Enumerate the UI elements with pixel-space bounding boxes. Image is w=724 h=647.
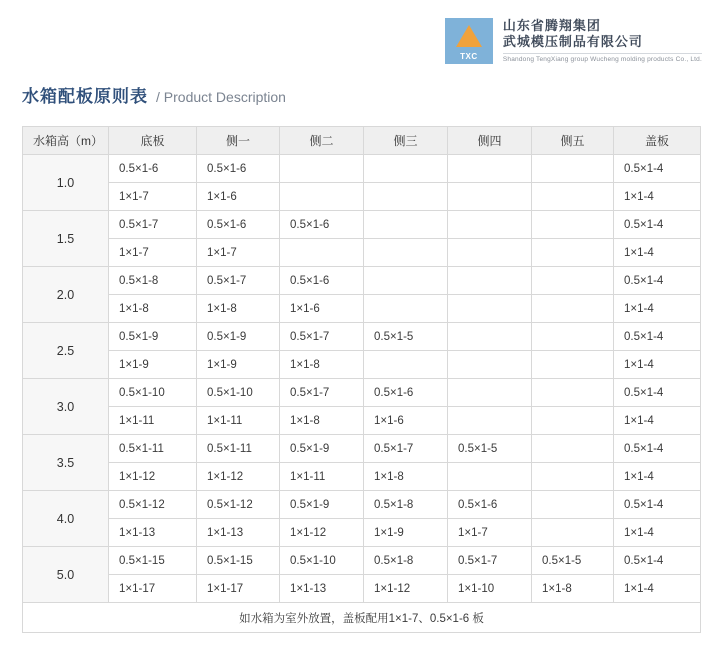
table-footer-note: 如水箱为室外放置，盖板配用1×1-7、0.5×1-6 板 [23, 603, 701, 633]
table-row [23, 295, 701, 323]
table-cell: 1×1-7 [109, 239, 197, 267]
table-cell: 0.5×1-5 [364, 323, 448, 351]
table-cell: 1×1-8 [280, 351, 364, 379]
table-cell: 1×1-4 [614, 407, 701, 435]
table-cell: 1×1-4 [614, 575, 701, 603]
table-cell: 0.5×1-6 [197, 155, 280, 183]
table-cell: 0.5×1-6 [364, 379, 448, 407]
table-header [23, 127, 701, 155]
table-cell: 0.5×1-6 [280, 211, 364, 239]
table-cell: 0.5×1-5 [448, 435, 532, 463]
table-cell: 1×1-9 [197, 351, 280, 379]
table-cell [532, 379, 614, 407]
table-cell: 1×1-11 [280, 463, 364, 491]
table-cell: 1×1-8 [109, 295, 197, 323]
table-cell [364, 239, 448, 267]
table-row [23, 407, 701, 435]
table-cell: 1×1-11 [197, 407, 280, 435]
table-cell: 1×1-4 [614, 463, 701, 491]
table-header-row [23, 127, 701, 155]
table-cell: 1×1-7 [448, 519, 532, 547]
table-cell: 0.5×1-4 [614, 155, 701, 183]
table-cell: 1×1-12 [364, 575, 448, 603]
company-header [445, 18, 702, 64]
table-cell: 1×1-13 [280, 575, 364, 603]
table-cell: 1×1-4 [614, 295, 701, 323]
table-cell [448, 407, 532, 435]
table-cell [448, 183, 532, 211]
table-cell: 1×1-7 [109, 183, 197, 211]
table-cell [448, 295, 532, 323]
table-cell [532, 267, 614, 295]
table-cell [448, 351, 532, 379]
triangle-icon [456, 25, 482, 47]
table-cell: 1×1-12 [109, 463, 197, 491]
table-cell: 1×1-17 [197, 575, 280, 603]
table-cell: 0.5×1-12 [109, 491, 197, 519]
table-cell [532, 435, 614, 463]
table-cell [364, 267, 448, 295]
table-cell: 0.5×1-9 [109, 323, 197, 351]
table-cell [532, 211, 614, 239]
page-title [22, 82, 286, 107]
table-cell: 1×1-13 [109, 519, 197, 547]
table-row [23, 435, 701, 463]
table-column-header: 侧二 [280, 127, 364, 155]
tank-height-cell: 1.0 [23, 155, 109, 211]
table-cell: 1×1-9 [109, 351, 197, 379]
table-cell: 0.5×1-7 [364, 435, 448, 463]
table-cell: 0.5×1-4 [614, 435, 701, 463]
table-cell: 1×1-10 [448, 575, 532, 603]
table-cell: 1×1-4 [614, 519, 701, 547]
table-cell: 1×1-4 [614, 183, 701, 211]
table-column-header: 侧四 [448, 127, 532, 155]
table-column-header: 侧五 [532, 127, 614, 155]
table-cell: 0.5×1-8 [109, 267, 197, 295]
table-cell [532, 519, 614, 547]
table-cell: 0.5×1-4 [614, 267, 701, 295]
table-cell: 0.5×1-9 [280, 435, 364, 463]
table-cell: 0.5×1-15 [197, 547, 280, 575]
table-cell: 0.5×1-4 [614, 491, 701, 519]
table-cell [532, 351, 614, 379]
table-cell [364, 295, 448, 323]
table-cell: 0.5×1-10 [197, 379, 280, 407]
logo-text: TXC [460, 52, 478, 61]
company-name-en: Shandong TengXiang group Wucheng molding products Co., Ltd. [503, 53, 702, 64]
table-cell: 1×1-13 [197, 519, 280, 547]
table-row [23, 491, 701, 519]
table-cell [364, 351, 448, 379]
table-column-header: 底板 [109, 127, 197, 155]
tank-height-cell: 4.0 [23, 491, 109, 547]
table-cell [532, 407, 614, 435]
company-name-block [503, 18, 702, 64]
table-cell [280, 155, 364, 183]
page-title-en: / Product Description [156, 89, 286, 105]
table-row [23, 267, 701, 295]
table-cell: 1×1-4 [614, 351, 701, 379]
table-cell: 0.5×1-8 [364, 547, 448, 575]
table-row [23, 323, 701, 351]
table-cell: 1×1-8 [197, 295, 280, 323]
table-cell [532, 463, 614, 491]
table-cell [532, 239, 614, 267]
page-title-cn: 水箱配板原则表 [22, 87, 148, 106]
table-cell [532, 491, 614, 519]
table-cell: 0.5×1-6 [197, 211, 280, 239]
table-cell: 0.5×1-6 [448, 491, 532, 519]
table-row [23, 379, 701, 407]
table-row [23, 351, 701, 379]
table-cell: 1×1-6 [364, 407, 448, 435]
table-cell: 1×1-12 [280, 519, 364, 547]
table-cell [448, 239, 532, 267]
company-name-cn-line2: 武城模压制品有限公司 [502, 34, 643, 50]
table-cell [448, 463, 532, 491]
table-cell: 0.5×1-8 [364, 491, 448, 519]
table-cell: 0.5×1-11 [197, 435, 280, 463]
table-cell: 1×1-7 [197, 239, 280, 267]
table-column-header: 侧一 [197, 127, 280, 155]
table-cell [532, 183, 614, 211]
table-row [23, 575, 701, 603]
table-cell [280, 239, 364, 267]
table-cell: 1×1-6 [280, 295, 364, 323]
tank-height-cell: 3.0 [23, 379, 109, 435]
table-cell: 0.5×1-15 [109, 547, 197, 575]
product-description-table-wrap [22, 126, 700, 633]
table-cell: 0.5×1-7 [280, 379, 364, 407]
table-cell: 0.5×1-7 [448, 547, 532, 575]
table-cell: 0.5×1-10 [109, 379, 197, 407]
table-row [23, 519, 701, 547]
company-logo [445, 18, 493, 64]
table-cell: 0.5×1-4 [614, 323, 701, 351]
table-cell: 0.5×1-7 [280, 323, 364, 351]
table-cell [448, 267, 532, 295]
table-body [23, 155, 701, 633]
table-cell: 1×1-4 [614, 239, 701, 267]
table-cell [448, 155, 532, 183]
table-cell: 1×1-8 [532, 575, 614, 603]
table-cell: 0.5×1-11 [109, 435, 197, 463]
table-row [23, 547, 701, 575]
table-cell [532, 155, 614, 183]
table-cell: 1×1-8 [280, 407, 364, 435]
table-cell: 0.5×1-7 [197, 267, 280, 295]
table-row [23, 239, 701, 267]
table-cell [364, 155, 448, 183]
table-row [23, 211, 701, 239]
product-description-table [22, 126, 701, 633]
table-cell [448, 323, 532, 351]
table-cell: 1×1-8 [364, 463, 448, 491]
tank-height-cell: 5.0 [23, 547, 109, 603]
table-cell: 0.5×1-12 [197, 491, 280, 519]
table-cell: 0.5×1-9 [280, 491, 364, 519]
table-row [23, 155, 701, 183]
table-cell [448, 379, 532, 407]
table-column-header: 侧三 [364, 127, 448, 155]
table-cell: 1×1-11 [109, 407, 197, 435]
table-cell: 1×1-9 [364, 519, 448, 547]
table-cell: 0.5×1-10 [280, 547, 364, 575]
table-cell [532, 323, 614, 351]
table-cell [280, 183, 364, 211]
company-name-cn-line1: 山东省腾翔集团 [502, 18, 601, 34]
table-cell: 0.5×1-4 [614, 547, 701, 575]
table-cell [364, 211, 448, 239]
table-cell: 0.5×1-5 [532, 547, 614, 575]
table-row [23, 463, 701, 491]
table-cell [364, 183, 448, 211]
table-cell: 1×1-6 [197, 183, 280, 211]
table-cell: 0.5×1-9 [197, 323, 280, 351]
table-footer-row [23, 603, 701, 633]
table-column-header: 水箱高（m） [23, 127, 109, 155]
table-cell: 0.5×1-4 [614, 211, 701, 239]
table-cell: 0.5×1-7 [109, 211, 197, 239]
table-cell: 1×1-12 [197, 463, 280, 491]
table-cell [532, 295, 614, 323]
tank-height-cell: 3.5 [23, 435, 109, 491]
table-cell: 1×1-17 [109, 575, 197, 603]
tank-height-cell: 2.0 [23, 267, 109, 323]
tank-height-cell: 2.5 [23, 323, 109, 379]
table-cell: 0.5×1-4 [614, 379, 701, 407]
tank-height-cell: 1.5 [23, 211, 109, 267]
table-column-header: 盖板 [614, 127, 701, 155]
table-cell [448, 211, 532, 239]
table-row [23, 183, 701, 211]
table-cell: 0.5×1-6 [280, 267, 364, 295]
table-cell: 0.5×1-6 [109, 155, 197, 183]
